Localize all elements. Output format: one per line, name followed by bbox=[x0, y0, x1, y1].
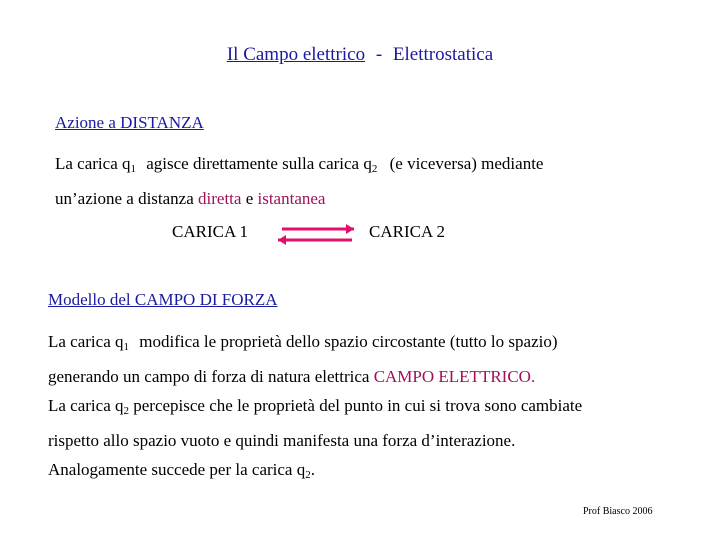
footer-credit: Prof Biasco 2006 bbox=[583, 506, 653, 517]
distance-line-1: La carica $q_1$ agisce direttamente sulla carica $q_2$ (e viceversa) mediante bbox=[55, 154, 544, 175]
field-line-1: La carica $q_1$ modifica le proprietà dello spazio circostante (tutto lo spazio) bbox=[48, 332, 558, 353]
charge-2-label: CARICA 2 bbox=[369, 222, 446, 241]
field-line-4: rispetto allo spazio vuoto e quindi manifesta una forza d’interazione. bbox=[48, 431, 516, 450]
section-heading-field: Modello del CAMPO DI FORZA bbox=[48, 290, 278, 309]
distance-line-2: un’azione a distanza diretta e istantanea bbox=[55, 189, 326, 208]
section-heading-distance: Azione a DISTANZA bbox=[55, 113, 204, 132]
page-title bbox=[0, 44, 720, 66]
distance-paragraph bbox=[55, 149, 543, 213]
charge-1-label: CARICA 1 bbox=[172, 222, 249, 241]
double-arrow-icon bbox=[276, 222, 356, 246]
title-main: Il Campo elettrico bbox=[226, 44, 366, 65]
field-line-2: generando un campo di forza di natura elettrica CAMPO ELETTRICO. bbox=[48, 367, 536, 386]
title-separator: - bbox=[375, 44, 383, 65]
field-line-3: La carica $q_2$ percepisce che le proprietà del punto in cui si trova sono cambiate bbox=[48, 396, 583, 417]
closing-paragraph: Analogamente succede per la carica $q_2$. bbox=[48, 460, 315, 481]
field-paragraph bbox=[48, 327, 582, 455]
title-sub: Elettrostatica bbox=[392, 44, 494, 65]
